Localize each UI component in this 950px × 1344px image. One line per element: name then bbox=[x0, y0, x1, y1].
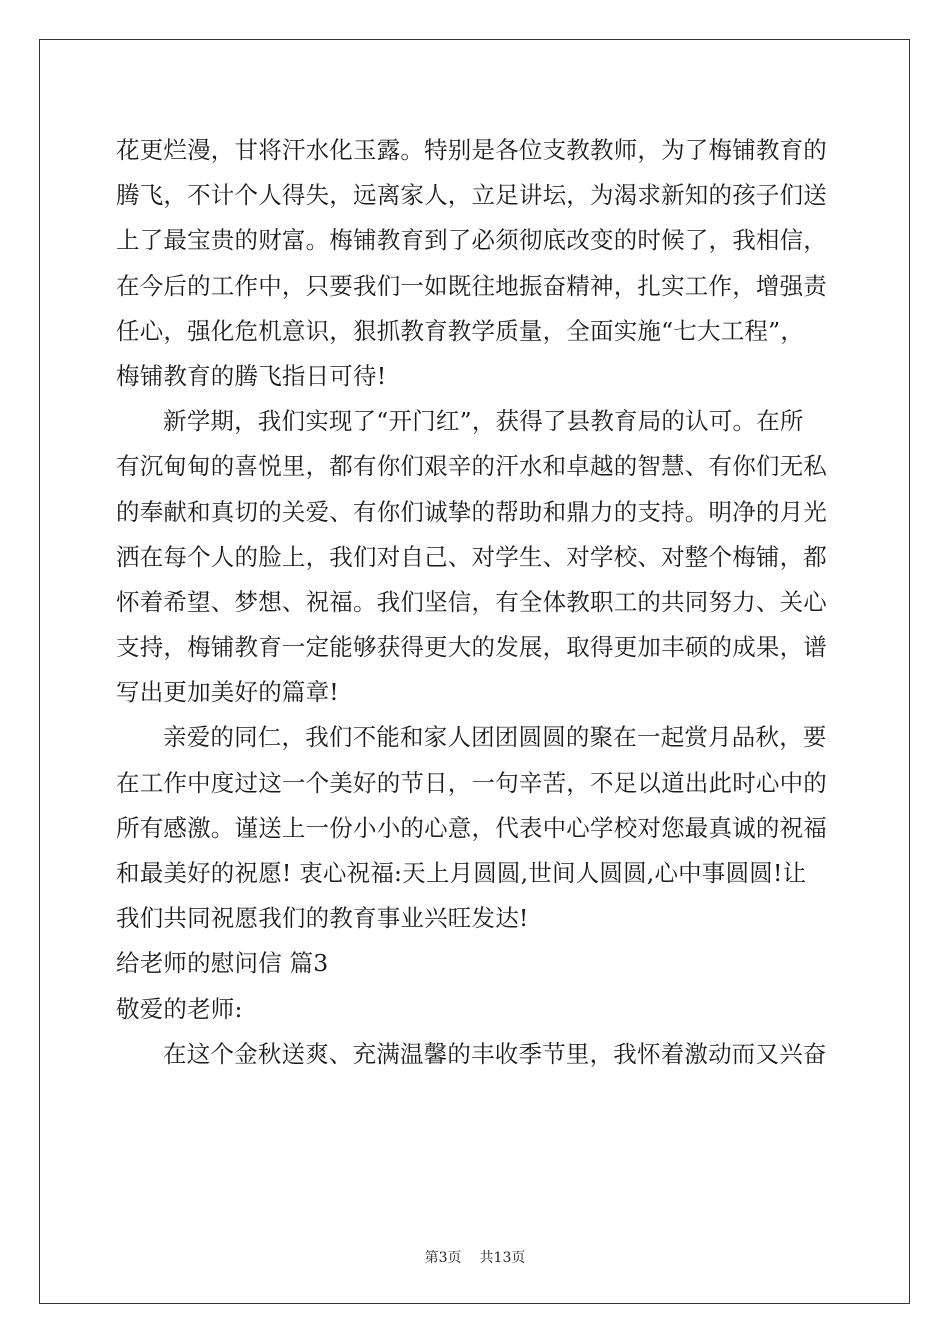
salutation: 敬爱的老师: bbox=[116, 994, 243, 1023]
page-footer bbox=[0, 1247, 950, 1267]
text-line-12: 支持，梅铺教育一定能够获得更大的发展，取得更加丰硕的成果，谱 bbox=[116, 633, 827, 662]
text-line-1: 花更烂漫，甘将汗水化玉露。特别是各位支教教师，为了梅铺教育的 bbox=[116, 136, 827, 164]
text-line-16: 所有感激。谨送上一份小小的心意，代表中心学校对您最真诚的祝福 bbox=[116, 813, 827, 842]
section-heading: 给老师的慰问信 篇3 bbox=[116, 949, 329, 978]
text-line-11: 怀着希望、梦想、祝福。我们坚信，有全体教职工的共同努力、关心 bbox=[116, 587, 827, 616]
text-line-9: 的奉献和真切的关爱、有你们诚挚的帮助和鼎力的支持。明净的月光 bbox=[116, 497, 827, 526]
text-line-4: 在今后的工作中，只要我们一如既往地振奋精神，扎实工作，增强责 bbox=[116, 271, 827, 300]
paragraph-start-line: 新学期，我们实现了“开门红”，获得了县教育局的认可。在所 bbox=[163, 407, 804, 436]
text-line-8: 有沉甸甸的喜悦里，都有你们艰辛的汗水和卓越的智慧、有你们无私 bbox=[116, 452, 827, 481]
page-number: 第3页 bbox=[424, 1250, 462, 1266]
page-total: 共13页 bbox=[479, 1250, 526, 1266]
paragraph-start-line: 亲爱的同仁，我们不能和家人团团圆圆的聚在一起赏月品秋，要 bbox=[163, 723, 827, 752]
text-line-15: 在工作中度过这一个美好的节日，一句辛苦，不足以道出此时心中的 bbox=[116, 768, 827, 797]
text-line-17: 和最美好的祝愿! 衷心祝福:天上月圆圆,世间人圆圆,心中事圆圆!让 bbox=[116, 859, 807, 887]
text-line-2: 腾飞，不计个人得失，远离家人，立足讲坛，为渴求新知的孩子们送 bbox=[116, 181, 827, 210]
text-line-3: 上了最宝贵的财富。梅铺教育到了必须彻底改变的时候了，我相信， bbox=[116, 226, 827, 255]
text-line-5: 任心，强化危机意识，狠抓教育教学质量，全面实施“七大工程”， bbox=[116, 316, 805, 345]
paragraph-start-line: 在这个金秋送爽、充满温馨的丰收季节里，我怀着激动而又兴奋 bbox=[163, 1039, 827, 1068]
text-line-18: 我们共同祝愿我们的教育事业兴旺发达! bbox=[116, 904, 529, 933]
text-line-6: 梅铺教育的腾飞指日可待! bbox=[116, 361, 387, 390]
text-line-10: 洒在每个人的脸上，我们对自己、对学生、对学校、对整个梅铺，都 bbox=[116, 542, 827, 571]
document-body bbox=[116, 128, 836, 1077]
text-line-13: 写出更加美好的篇章! bbox=[116, 678, 339, 707]
